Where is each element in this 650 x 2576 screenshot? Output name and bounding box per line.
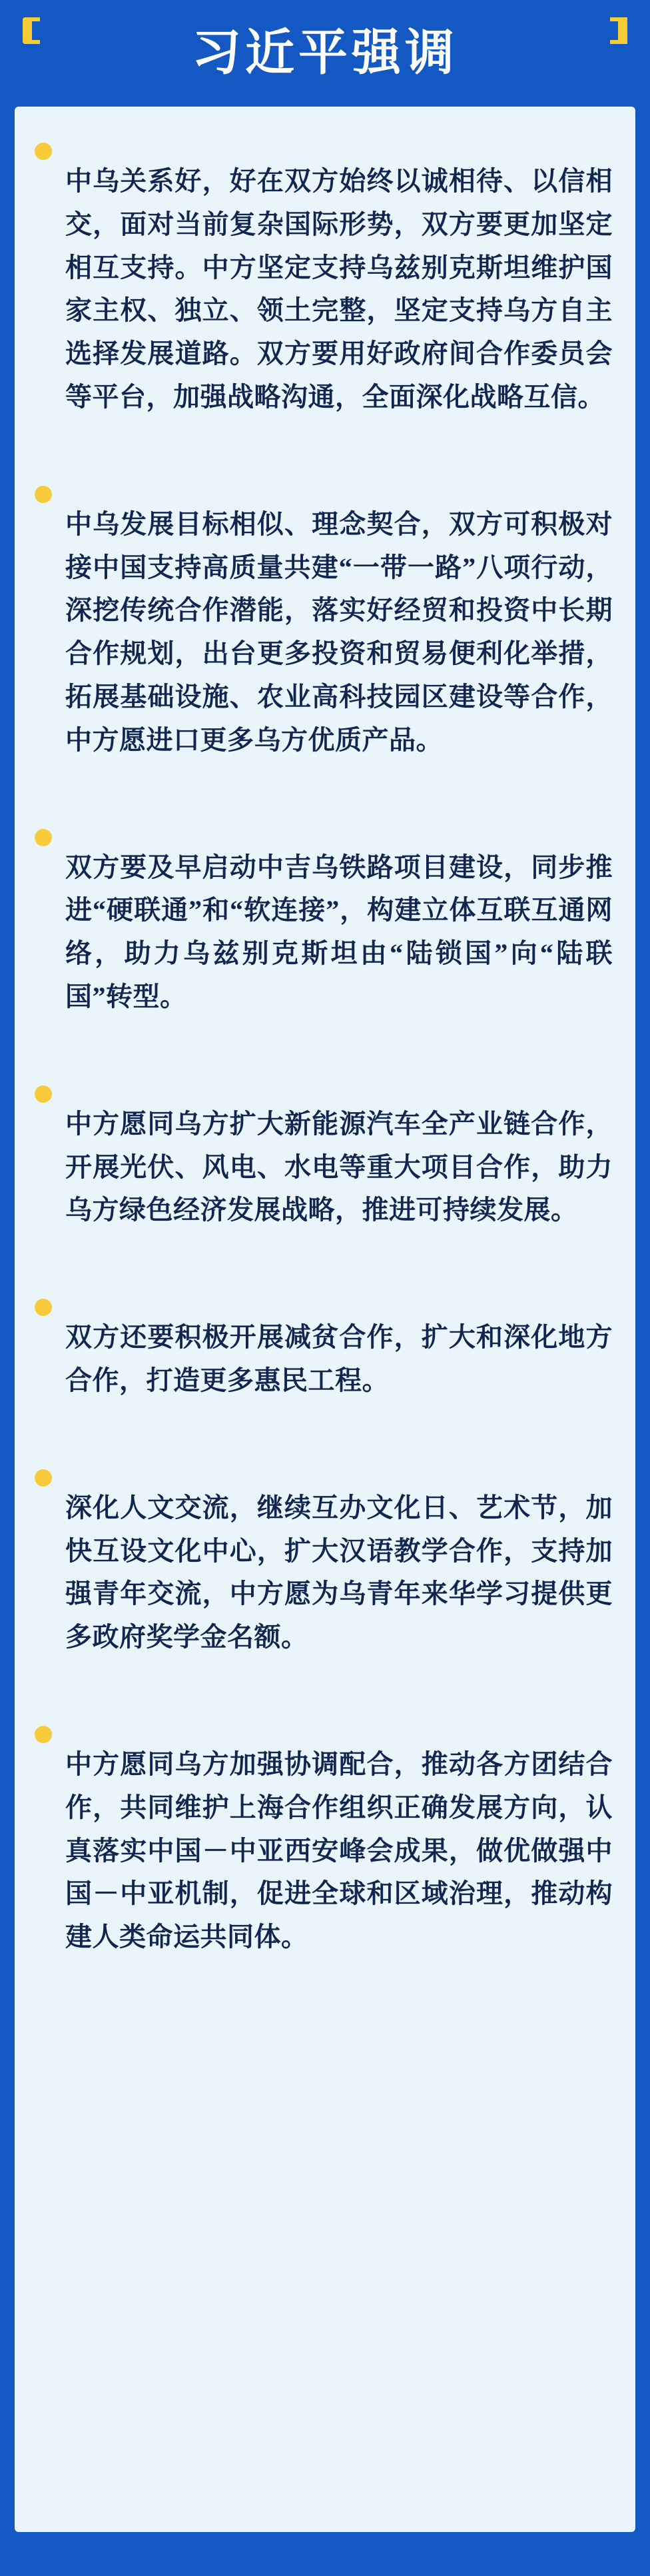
bullet-dot-icon (35, 1469, 52, 1487)
bracket-ornament-right-icon (610, 17, 627, 44)
list-item (35, 1460, 613, 1686)
bullet-dot-icon (35, 143, 52, 160)
bullet-list (35, 133, 613, 1986)
bullet-dot-icon (35, 829, 52, 846)
list-item-text: 中方愿同乌方加强协调配合，推动各方团结合作，共同维护上海合作组织正确发展方向，认真落实中国－中亚西安峰会成果，做优做强中国－中亚机制，促进全球和区域治理，推动构建人类命运共同体。 (65, 1748, 613, 1952)
list-item-text: 中方愿同乌方扩大新能源汽车全产业链合作，开展光伏、风电、水电等重大项目合作，助力乌方绿色经济发展战略，推进可持续发展。 (65, 1108, 613, 1225)
page-title: 习近平强调 (192, 26, 458, 81)
list-item (35, 1289, 613, 1429)
bullet-dot-icon (35, 1299, 52, 1316)
bullet-dot-icon (35, 1085, 52, 1103)
list-item-text: 双方还要积极开展减贫合作，扩大和深化地方合作，打造更多惠民工程。 (65, 1322, 613, 1395)
list-item (35, 820, 613, 1045)
list-item-text: 中乌关系好，好在双方始终以诚相待、以信相交，面对当前复杂国际形势，双方要更加坚定相互支持。中方坚定支持乌兹别克斯坦维护国家主权、独立、领土完整，坚定支持乌方自主选择发展道路。双方要用好政府间合作委员会等平台，加强战略沟通，全面深化战略互信。 (65, 166, 613, 412)
poster-header (0, 0, 650, 107)
list-item (35, 1076, 613, 1259)
list-item (35, 133, 613, 446)
bullet-dot-icon (35, 1726, 52, 1743)
list-item-text: 深化人文交流，继续互办文化日、艺术节，加快互设文化中心，扩大汉语教学合作，支持加强青年交流，中方愿为乌青年来华学习提供更多政府奖学金名额。 (65, 1492, 613, 1652)
content-card (15, 107, 635, 2532)
list-item (35, 1716, 613, 1986)
bracket-ornament-left-icon (23, 17, 40, 44)
list-item-text: 中乌发展目标相似、理念契合，双方可积极对接中国支持高质量共建“一带一路”八项行动，深挖传统合作潜能，落实好经贸和投资中长期合作规划，出台更多投资和贸易便利化举措，拓展基础设施、农业高科技园区建设等合作，中方愿进口更多乌方优质产品。 (65, 508, 613, 755)
list-item (35, 476, 613, 789)
list-item-text: 双方要及早启动中吉乌铁路项目建设，同步推进“硬联通”和“软连接”，构建立体互联互通网络，助力乌兹别克斯坦由“陆锁国”向“陆联国”转型。 (65, 852, 613, 1011)
bullet-dot-icon (35, 486, 52, 503)
